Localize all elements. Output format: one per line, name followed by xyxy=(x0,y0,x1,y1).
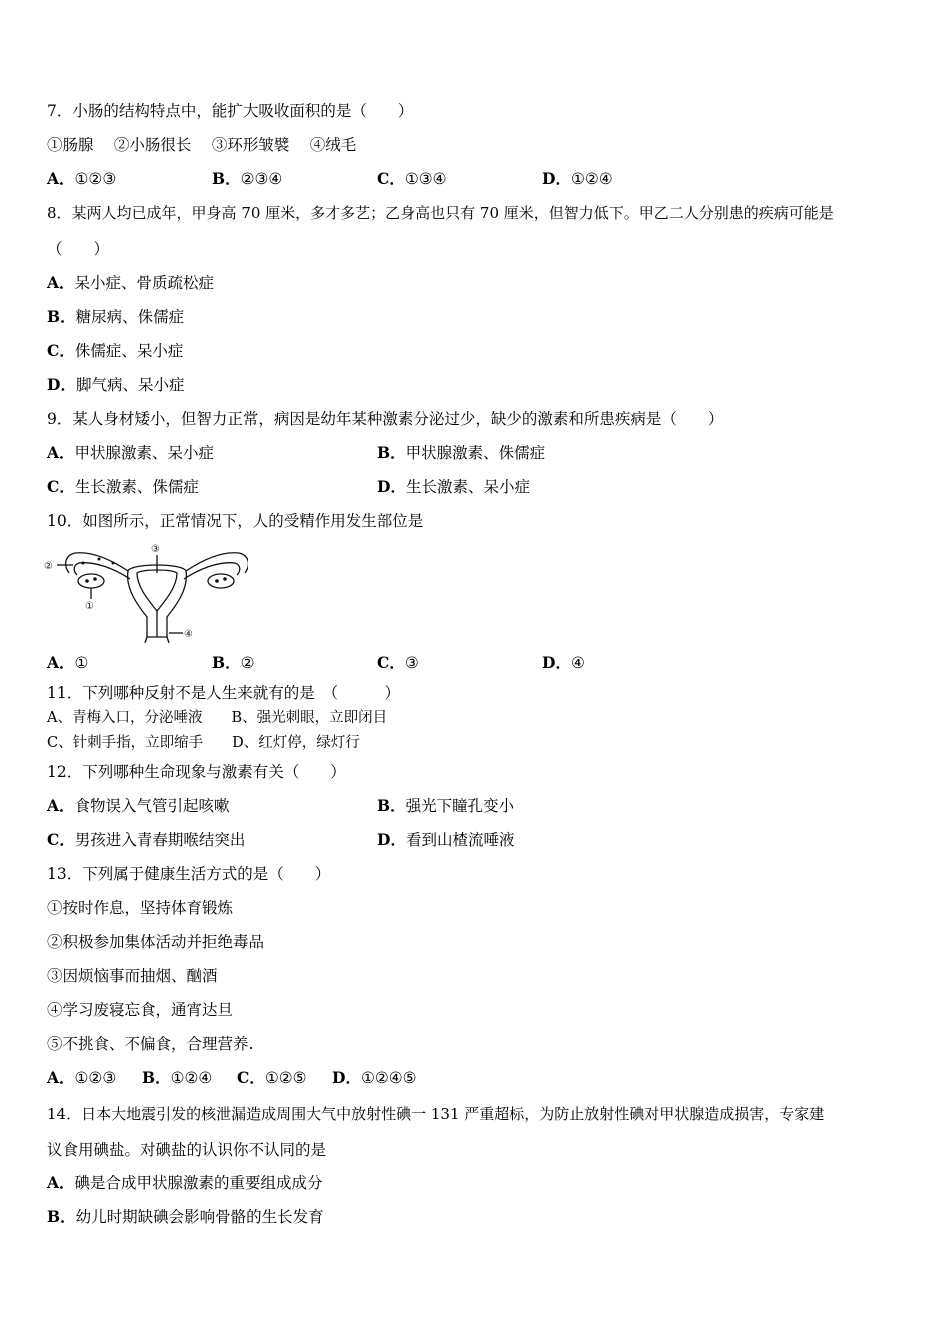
q8-option-c[interactable]: C．侏儒症、呆小症 xyxy=(47,341,184,360)
label-1: ① xyxy=(85,601,94,612)
q8-option-d[interactable]: D．脚气病、呆小症 xyxy=(47,375,185,394)
q9-option-a[interactable]: A．甲状腺激素、呆小症 xyxy=(47,443,215,462)
ovary-dot xyxy=(215,579,219,583)
label-2: ② xyxy=(44,561,53,572)
q14-stem-line1: 14．日本大地震引发的核泄漏造成周围大气中放射性碘一 131 严重超标，为防止放射性碘对甲状腺造成损害，专家建 xyxy=(47,1105,825,1123)
q9-option-d[interactable]: D．生长激素、呆小症 xyxy=(377,477,530,496)
ovary-dot xyxy=(93,577,97,581)
ovary-dot xyxy=(223,577,227,581)
q10-option-d[interactable]: D．④ xyxy=(542,653,585,672)
q13-item: ②积极参加集体活动并拒绝毒品 xyxy=(47,933,265,951)
q12-stem: 12．下列哪种生命现象与激素有关（ ） xyxy=(47,763,346,781)
female-reproductive-diagram xyxy=(43,541,248,643)
q7-option-c[interactable]: C．①③④ xyxy=(377,169,447,188)
q11-options-ab[interactable]: A、青梅入口，分泌唾液 B、强光刺眼，立即闭目 xyxy=(47,710,388,726)
q13-item: ①按时作息，坚持体育锻炼 xyxy=(47,899,234,917)
q7-option-b[interactable]: B．②③④ xyxy=(212,169,283,188)
q8-stem-line1: 8．某两人均已成年，甲身高 70 厘米，多才多艺；乙身高也只有 70 厘米，但智力低下。甲乙二人分别患的疾病可能是 xyxy=(47,204,834,222)
label-4: ④ xyxy=(184,629,193,640)
q7-option-d[interactable]: D．①②④ xyxy=(542,169,613,188)
q8-option-b[interactable]: B．糖尿病、侏儒症 xyxy=(47,307,185,326)
q10-stem: 10．如图所示，正常情况下，人的受精作用发生部位是 xyxy=(47,512,424,530)
q13-option-c[interactable]: C．①②⑤ xyxy=(237,1068,307,1087)
uterus-cavity xyxy=(137,570,177,611)
q13-item: ④学习废寝忘食，通宵达旦 xyxy=(47,1001,234,1019)
q14-option-a[interactable]: A．碘是合成甲状腺激素的重要组成成分 xyxy=(47,1173,323,1192)
q8-option-a[interactable]: A．呆小症、骨质疏松症 xyxy=(47,273,215,292)
q8-stem-line2: （ ） xyxy=(47,240,110,258)
q13-item: ⑤不挑食、不偏食，合理营养. xyxy=(47,1035,254,1053)
q13-option-d[interactable]: D．①②④⑤ xyxy=(332,1068,417,1087)
q14-option-b[interactable]: B．幼儿时期缺碘会影响骨骼的生长发育 xyxy=(47,1207,324,1226)
left-tube-upper xyxy=(66,553,128,573)
q13-stem: 13．下列属于健康生活方式的是（ ） xyxy=(47,865,331,883)
right-tube-upper xyxy=(186,553,248,573)
tube-dot xyxy=(82,562,85,565)
q7-option-a[interactable]: A．①②③ xyxy=(47,169,117,188)
q10-option-b[interactable]: B．② xyxy=(212,653,255,672)
ovary-dot xyxy=(85,579,89,583)
q10-option-c[interactable]: C．③ xyxy=(377,653,419,672)
q11-options-cd[interactable]: C、针刺手指，立即缩手 D、红灯停，绿灯行 xyxy=(47,735,360,751)
label-3: ③ xyxy=(151,544,160,555)
right-ovary xyxy=(208,574,234,588)
q12-option-c[interactable]: C．男孩进入青春期喉结突出 xyxy=(47,830,246,849)
q12-option-d[interactable]: D．看到山楂流唾液 xyxy=(377,830,515,849)
q9-stem: 9．某人身材矮小，但智力正常，病因是幼年某种激素分泌过少，缺少的激素和所患疾病是（ ） xyxy=(47,410,724,428)
q12-option-a[interactable]: A．食物误入气管引起咳嗽 xyxy=(47,796,230,815)
q10-option-a[interactable]: A．① xyxy=(47,653,89,672)
q14-stem-line2: 议食用碘盐。对碘盐的认识你不认同的是 xyxy=(47,1141,327,1159)
q9-option-b[interactable]: B．甲状腺激素、侏儒症 xyxy=(377,443,546,462)
q13-option-a[interactable]: A．①②③ xyxy=(47,1068,117,1087)
q11-stem: 11．下列哪种反射不是人生来就有的是 （ ） xyxy=(47,684,400,702)
q7-stem: 7．小肠的结构特点中，能扩大吸收面积的是（ ） xyxy=(47,102,414,120)
q7-items: ①肠腺 ②小肠很长 ③环形皱襞 ④绒毛 xyxy=(47,136,357,154)
q13-item: ③因烦恼事而抽烟、酗酒 xyxy=(47,967,218,985)
vagina-lines xyxy=(145,637,169,643)
q12-option-b[interactable]: B．强光下瞳孔变小 xyxy=(377,796,515,815)
q9-option-c[interactable]: C．生长激素、侏儒症 xyxy=(47,477,199,496)
q13-option-b[interactable]: B．①②④ xyxy=(142,1068,213,1087)
tube-dot xyxy=(112,562,115,565)
left-ovary xyxy=(78,574,104,588)
tube-dot xyxy=(98,558,101,561)
